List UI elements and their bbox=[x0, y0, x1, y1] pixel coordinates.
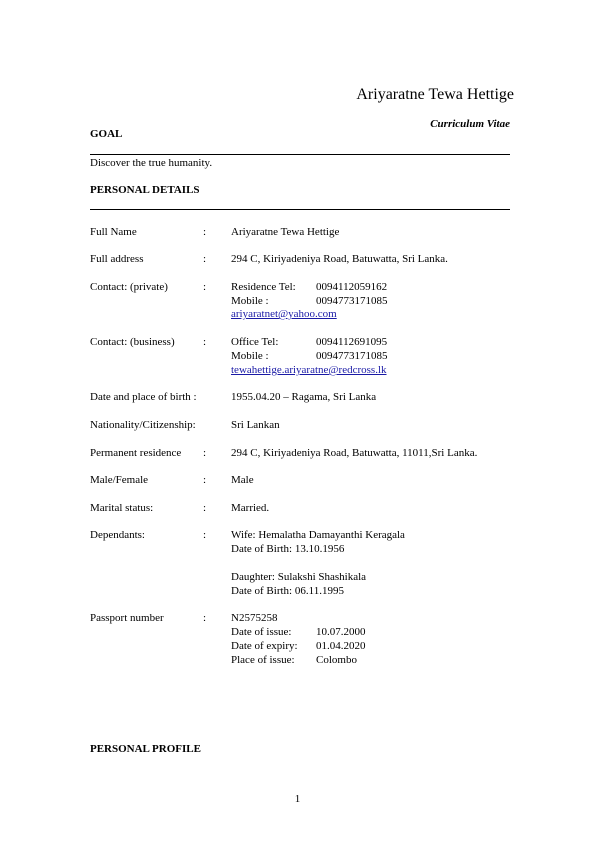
issue-place-value: Colombo bbox=[316, 654, 357, 666]
office-tel-label: Office Tel: bbox=[231, 336, 279, 348]
dependants-label: Dependants: bbox=[90, 529, 145, 541]
full-address-label: Full address bbox=[90, 253, 144, 265]
colon: : bbox=[203, 281, 207, 293]
full-name-label: Full Name bbox=[90, 226, 137, 238]
mobile-private-label: Mobile : bbox=[231, 295, 269, 307]
colon: : bbox=[203, 612, 207, 624]
dependant-wife-dob: Date of Birth: 13.10.1956 bbox=[231, 543, 345, 555]
office-tel-value: 0094112691095 bbox=[316, 336, 388, 348]
full-name-value: Ariyaratne Tewa Hettige bbox=[231, 226, 340, 238]
full-address-value: 294 C, Kiriyadeniya Road, Batuwatta, Sri Lanka. bbox=[231, 253, 448, 265]
personal-details-heading: PERSONAL DETAILS bbox=[90, 184, 200, 196]
business-email-link[interactable]: tewahettige.ariyaratne@redcross.lk bbox=[231, 364, 387, 376]
private-email-link[interactable]: ariyaratnet@yahoo.com bbox=[231, 308, 337, 320]
passport-number: N2575258 bbox=[231, 612, 278, 624]
marital-value: Married. bbox=[231, 502, 270, 514]
mobile-business-label: Mobile : bbox=[231, 350, 269, 362]
permanent-residence-label: Permanent residence bbox=[90, 447, 182, 459]
contact-private-label: Contact: (private) bbox=[90, 281, 168, 293]
page-number: 1 bbox=[294, 793, 301, 805]
personal-details-divider bbox=[90, 209, 510, 210]
mobile-private-value: 0094773171085 bbox=[316, 295, 388, 307]
residence-tel-label: Residence Tel: bbox=[231, 281, 296, 293]
marital-label: Marital status: bbox=[90, 502, 154, 514]
colon: : bbox=[203, 336, 207, 348]
issue-place-label: Place of issue: bbox=[231, 654, 295, 666]
mobile-business-value: 0094773171085 bbox=[316, 350, 388, 362]
nationality-label: Nationality/Citizenship: bbox=[90, 419, 196, 431]
goal-divider bbox=[90, 154, 510, 155]
goal-heading: GOAL bbox=[90, 128, 123, 140]
passport-label: Passport number bbox=[90, 612, 164, 624]
nationality-value: Sri Lankan bbox=[231, 419, 280, 431]
colon: : bbox=[203, 253, 207, 265]
sex-value: Male bbox=[231, 474, 254, 486]
colon: : bbox=[203, 226, 207, 238]
dependant-daughter-dob: Date of Birth: 06.11.1995 bbox=[231, 585, 344, 597]
issue-date-value: 10.07.2000 bbox=[316, 626, 366, 638]
issue-date-label: Date of issue: bbox=[231, 626, 292, 638]
colon: : bbox=[203, 502, 207, 514]
sex-label: Male/Female bbox=[90, 474, 149, 486]
dependant-daughter: Daughter: Sulakshi Shashikala bbox=[231, 571, 367, 583]
birth-label: Date and place of birth : bbox=[90, 391, 197, 403]
goal-text: Discover the true humanity. bbox=[90, 157, 213, 169]
colon: : bbox=[203, 474, 207, 486]
expiry-date-label: Date of expiry: bbox=[231, 640, 298, 652]
colon: : bbox=[203, 529, 207, 541]
contact-business-label: Contact: (business) bbox=[90, 336, 175, 348]
personal-profile-heading: PERSONAL PROFILE bbox=[90, 743, 201, 755]
permanent-residence-value: 294 C, Kiriyadeniya Road, Batuwatta, 11011,Sri Lanka. bbox=[231, 447, 478, 459]
residence-tel-value: 0094112059162 bbox=[316, 281, 388, 293]
cv-name: Ariyaratne Tewa Hettige bbox=[356, 86, 514, 103]
cv-subtitle: Curriculum Vitae bbox=[430, 118, 510, 130]
dependant-wife: Wife: Hemalatha Damayanthi Keragala bbox=[231, 529, 405, 541]
birth-value: 1955.04.20 – Ragama, Sri Lanka bbox=[231, 391, 377, 403]
colon: : bbox=[203, 447, 207, 459]
expiry-date-value: 01.04.2020 bbox=[316, 640, 366, 652]
